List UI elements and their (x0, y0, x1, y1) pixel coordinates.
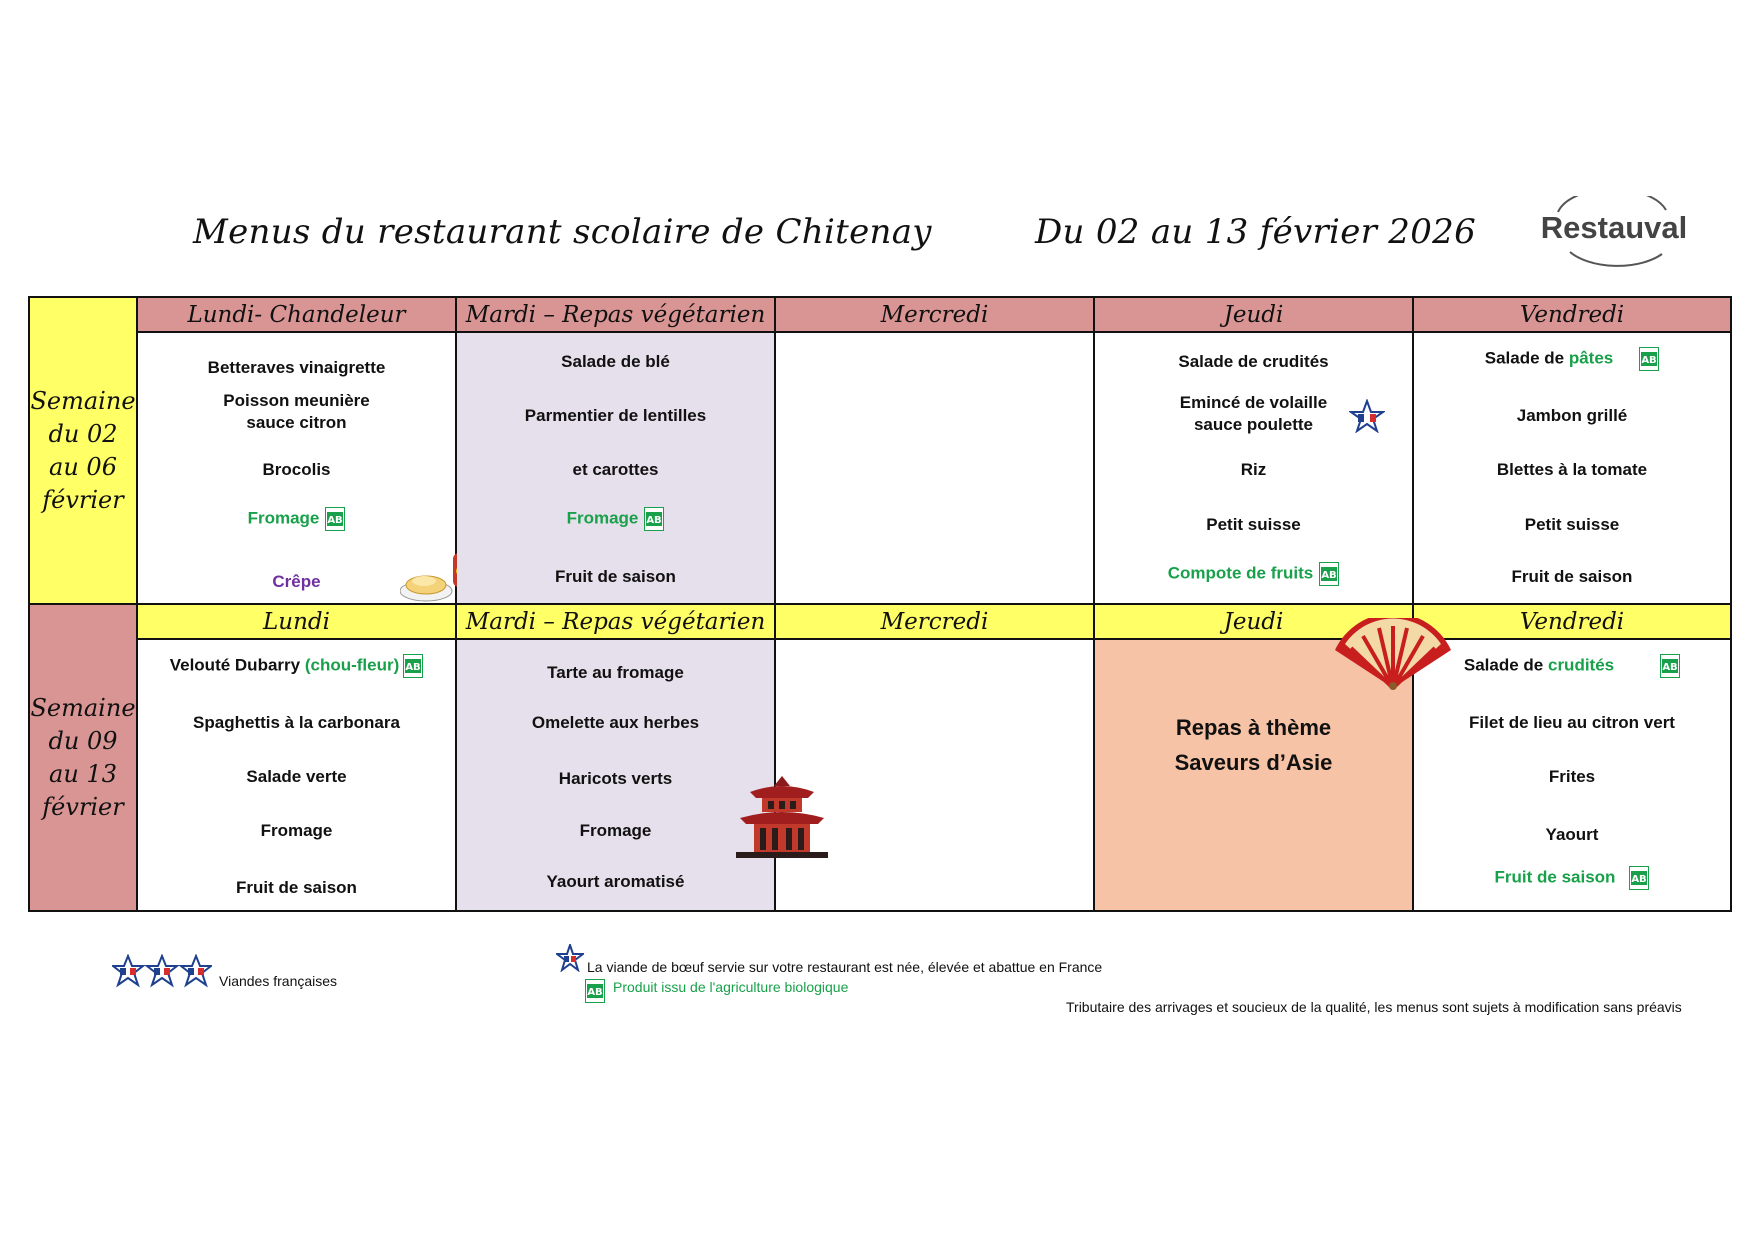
week2-day-friday: Vendredi (1413, 604, 1731, 639)
ab-bio-icon (403, 654, 423, 678)
dish: Fruit de saison (555, 567, 676, 586)
dish: Fromage (579, 821, 652, 840)
french-meat-star-icon (1349, 399, 1385, 433)
french-meat-star-icon (112, 954, 212, 988)
week2-day-thursday: Jeudi (1094, 604, 1413, 639)
dish: Omelette aux herbes (531, 713, 700, 732)
ab-bio-icon (1660, 654, 1680, 678)
week2-tuesday-menu (456, 639, 775, 911)
week2-friday-menu (1413, 639, 1731, 911)
svg-text:AB: AB (327, 515, 344, 526)
dish: Filet de lieu au citron vert (1469, 713, 1675, 732)
week1-day-friday: Vendredi (1413, 297, 1731, 332)
svg-text:AB: AB (1631, 874, 1648, 885)
week1-day-monday: Lundi- Chandeleur (137, 297, 456, 332)
dish-with-label: Emincé de volaille sauce poulette (1179, 393, 1328, 434)
dish: Fruit de saison (1511, 567, 1633, 586)
dish: Fruit de saison (236, 878, 357, 897)
svg-text:AB: AB (405, 662, 421, 673)
week2-day-wednesday: Mercredi (775, 604, 1094, 639)
week1-monday-menu (137, 332, 456, 604)
dish-crepe: Crêpe (272, 572, 321, 591)
dish: Spaghettis à la carbonara (193, 713, 400, 732)
dish: Salade de crudités (1178, 352, 1329, 371)
dish: Petit suisse (1206, 515, 1301, 534)
dish: et carottes (572, 460, 659, 479)
dish-bio: Salade de pâtes AB (1414, 347, 1730, 371)
dish: sauce citron (246, 413, 347, 432)
ab-bio-icon (1319, 562, 1339, 586)
logo-text: Restauval (1540, 210, 1688, 245)
dish: Haricots verts (558, 769, 673, 788)
dish: Petit suisse (1524, 515, 1620, 534)
week2-day-monday: Lundi (137, 604, 456, 639)
dish: Brocolis (262, 460, 331, 479)
dish: Blettes à la tomate (1496, 460, 1648, 479)
dish-bio: Fromage AB (138, 507, 455, 531)
dish: Frites (1548, 767, 1596, 786)
disclaimer: Tributaire des arrivages et soucieux de la qualité, les menus sont sujets à modification sans préavis (1066, 999, 1682, 1015)
week1-day-thursday: Jeudi (1094, 297, 1413, 332)
ab-bio-icon (644, 507, 664, 531)
dish-bio: Compote de fruits AB (1095, 562, 1412, 586)
dish: Jambon grillé (1516, 406, 1628, 425)
dish: Yaourt (1545, 825, 1599, 844)
svg-text:AB: AB (587, 987, 603, 998)
svg-text:AB: AB (1662, 662, 1678, 673)
ab-bio-icon (1629, 866, 1649, 890)
week2-day-tuesday: Mardi – Repas végétarien (456, 604, 775, 639)
dish: Salade verte (246, 767, 347, 786)
svg-text:AB: AB (646, 515, 663, 526)
dish: Parmentier de lentilles (524, 406, 707, 425)
svg-text:AB: AB (1641, 355, 1657, 366)
date-range: Du 02 au 13 février 2026 (1035, 212, 1477, 252)
week2-header-row (29, 604, 1731, 639)
svg-text:AB: AB (1321, 570, 1337, 581)
week2-thursday-menu (1094, 639, 1413, 911)
week1-thursday-menu (1094, 332, 1413, 604)
french-meat-star-icon (556, 944, 584, 972)
week1-label: Semaine du 02 au 06 février (29, 297, 137, 604)
legend-french-meats: Viandes françaises (219, 973, 338, 989)
theme-meal: Repas à thème Saveurs d’Asie (1174, 715, 1333, 775)
dish-bio: Fromage AB (457, 507, 774, 531)
dish-bio: Velouté Dubarry (chou-fleur) AB (138, 654, 455, 678)
legend-bio: Produit issu de l'agriculture biologique (613, 979, 849, 995)
week1-header-row (29, 297, 1731, 332)
dish-bio: Salade de crudités AB (1414, 654, 1730, 678)
dish: Riz (1240, 460, 1267, 479)
legend-beef: La viande de bœuf servie sur votre restaurant est née, élevée et abattue en France (587, 959, 1103, 975)
week2-label: Semaine du 09 au 13 février (29, 604, 137, 911)
dish: Fromage (260, 821, 333, 840)
week1-tuesday-menu (456, 332, 775, 604)
dish: Tarte au fromage (547, 663, 684, 682)
week1-day-wednesday: Mercredi (775, 297, 1094, 332)
dish: Yaourt aromatisé (546, 872, 685, 891)
week1-wednesday-menu (775, 332, 1094, 604)
dish: Poisson meunière (223, 391, 370, 410)
menu-table (28, 296, 1732, 912)
page-title: Menus du restaurant scolaire de Chitenay (193, 212, 932, 252)
dish-bio: Fruit de saison AB (1414, 866, 1730, 890)
week1-friday-menu (1413, 332, 1731, 604)
ab-bio-icon (325, 507, 345, 531)
week2-wednesday-menu (775, 639, 1094, 911)
restauval-logo (1538, 196, 1690, 270)
french-meat-logos (112, 954, 212, 993)
dish: Salade de blé (561, 352, 670, 371)
week2-monday-menu (137, 639, 456, 911)
dish: Betteraves vinaigrette (207, 358, 386, 377)
week1-day-tuesday: Mardi – Repas végétarien (456, 297, 775, 332)
ab-bio-icon (1639, 347, 1659, 371)
ab-bio-icon (585, 979, 605, 1003)
